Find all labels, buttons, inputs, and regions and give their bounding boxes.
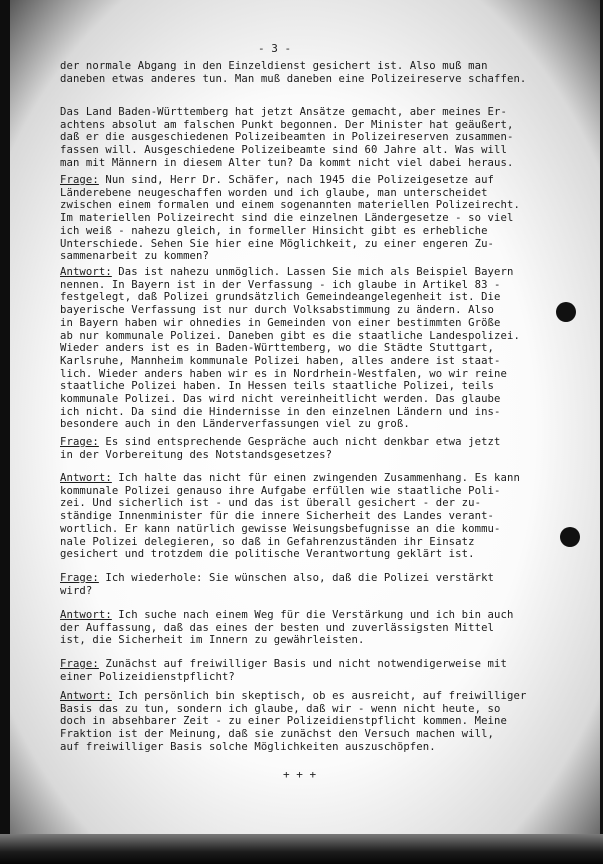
text-line — [60, 119, 513, 132]
text-line — [60, 238, 494, 251]
text-line — [60, 355, 501, 368]
text-line — [60, 536, 475, 549]
line-text: Es sind entsprechende Gespräche auch nicht denkbar etwa jetzt — [98, 436, 501, 448]
text-line — [60, 510, 494, 523]
text-line — [60, 380, 494, 393]
line-text: Ich wiederhole: Sie wünschen also, daß die Polizei verstärkt — [98, 572, 495, 584]
line-text: daß er die ausgeschiedenen Polizeibeamten in Polizeireserven zusammen- — [60, 131, 514, 144]
text-line — [60, 449, 332, 462]
text-line — [60, 703, 501, 716]
line-text: ich nicht. Da sind die Hindernisse in den einzelnen Ländern und ins- — [60, 405, 501, 418]
text-line — [60, 485, 501, 498]
text-line — [60, 212, 513, 225]
text-line — [60, 622, 494, 635]
speaker-label: Frage: — [60, 174, 99, 186]
text-line — [60, 250, 209, 263]
line-text: zwischen einem formalen und einem sogenannten materiellen Polizeirecht. — [60, 199, 520, 212]
speaker-line — [60, 572, 494, 585]
line-text: Das ist nahezu unmöglich. Lassen Sie mich als Beispiel Bayern — [111, 266, 514, 278]
text-line — [60, 406, 501, 419]
text-line — [60, 393, 501, 406]
text-line — [60, 497, 481, 510]
line-text: man mit Männern in diesem Alter tun? Da kommt nicht viel dabei heraus. — [60, 156, 514, 169]
line-text: Ich persönlich bin skeptisch, ob es ausreicht, auf freiwilliger — [111, 690, 527, 702]
line-text: in Bayern haben wir ohnedies in Gemeinden von einer bestimmten Größe — [60, 316, 501, 329]
scan-edge-bottom — [0, 834, 603, 864]
line-text: achtens absolut am falschen Punkt begonnen. Der Minister hat geäußert, — [60, 118, 514, 131]
text-line — [60, 548, 475, 561]
line-text: zei. Und sicherlich ist - und das ist überall gesichert - der zu- — [60, 497, 482, 510]
line-text: Karlsruhe, Mannheim kommunale Polizei haben, alles andere ist staat- — [60, 354, 501, 367]
line-text: nennen. In Bayern ist in der Verfassung - ich glaube in Artikel 83 - — [60, 278, 501, 291]
line-text: Unterschiede. Sehen Sie hier eine Möglichkeit, zu einer engeren Zu- — [60, 237, 495, 250]
line-text: Nun sind, Herr Dr. Schäfer, nach 1945 die Polizeigesetze auf — [98, 174, 495, 186]
line-text: ständige Innenminister für die innere Sicherheit des Landes verant- — [60, 510, 495, 523]
text-line — [60, 199, 520, 212]
line-text: fassen will. Ausgeschiedene Polizeibeamte sind 60 Jahre alt. Was will — [60, 144, 507, 157]
speaker-line — [60, 690, 526, 703]
line-text: staatliche Polizei haben. In Hessen teils staatliche Polizei, teils — [60, 380, 495, 393]
line-text: bayerische Verfassung ist nur durch Volksabstimmung zu ändern. Also — [60, 304, 495, 317]
text-line — [60, 317, 501, 330]
line-text: sammenarbeit zu kommen? — [60, 250, 209, 263]
line-text: nale Polizei delegieren, so daß in Gefahrenzuständen ihr Einsatz — [60, 535, 475, 548]
line-text: der Auffassung, daß das eines der besten und zuverlässigsten Mittel — [60, 621, 495, 634]
line-text: doch in absehbarer Zeit - zu einer Polizeidienstpflicht kommen. Meine — [60, 715, 507, 728]
text-line — [60, 715, 507, 728]
line-text: der normale Abgang in den Einzeldienst gesichert ist. Also muß man — [60, 60, 488, 72]
text-line — [60, 144, 507, 157]
text-line — [60, 187, 488, 200]
speaker-label: Antwort: — [60, 690, 112, 702]
line-text: kommunale Polizei. Das wird nicht vereinheitlicht werden. Das glaube — [60, 393, 501, 405]
speaker-label: Antwort: — [60, 609, 112, 621]
line-text: wortlich. Er kann natürlich gewisse Weisungsbefugnisse an die kommu- — [60, 522, 501, 535]
line-text: Ich suche nach einem Weg für die Verstärkung und ich bin auch — [111, 609, 514, 621]
line-text: Wieder anders ist es in Baden-Württemberg, wo die Städte Stuttgart, — [60, 342, 495, 355]
text-line — [60, 368, 507, 381]
line-text: ist, die Sicherheit im Innern zu gewährleisten. — [60, 634, 365, 647]
text-line — [60, 225, 488, 238]
scan-edge-left — [0, 0, 10, 864]
end-mark: + + + — [283, 768, 317, 781]
line-text: kommunale Polizei genauso ihre Aufgabe erfüllen wie staatliche Poli- — [60, 484, 501, 497]
line-text: Zunächst auf freiwilliger Basis und nicht notwendigerweise mit — [98, 658, 507, 670]
text-line — [60, 304, 494, 317]
text-line — [60, 585, 92, 598]
line-text: besondere auch in den Länderverfassungen viel zu groß. — [60, 418, 410, 431]
line-text: auf freiwilliger Basis solche Möglichkeiten auszuschöpfen. — [60, 740, 436, 753]
line-text: in der Vorbereitung des Notstandsgesetzes? — [60, 448, 333, 461]
speaker-label: Antwort: — [60, 266, 112, 278]
text-line — [60, 523, 501, 536]
line-text: Ich halte das nicht für einen zwingenden Zusammenhang. Es kann — [111, 472, 520, 484]
punch-hole — [560, 527, 580, 547]
text-line — [60, 741, 436, 754]
line-text: Fraktion ist der Meinung, daß sie zunächst den Versuch machen will, — [60, 728, 495, 741]
line-text: ich weiß - nahezu gleich, in formeller Hinsicht gibt es erhebliche — [60, 224, 488, 237]
line-text: ab nur kommunale Polizei. Daneben gibt es die staatliche Landespolizei. — [60, 329, 520, 342]
line-text: Basis das zu tun, sondern ich glaube, daß wir - wenn nicht heute, so — [60, 702, 501, 715]
speaker-label: Frage: — [60, 658, 99, 670]
speaker-label: Frage: — [60, 572, 99, 584]
speaker-line — [60, 266, 513, 279]
text-line — [60, 342, 494, 355]
speaker-line — [60, 436, 501, 449]
punch-hole — [556, 302, 576, 322]
line-text: lich. Wieder anders haben wir es in Nordrhein-Westfalen, wo wir reine — [60, 367, 507, 380]
line-text: festgelegt, daß Polizei grundsätzlich Gemeindeangelegenheit ist. Die — [60, 291, 501, 304]
speaker-line — [60, 174, 494, 187]
line-text: einer Polizeidienstpflicht? — [60, 670, 235, 683]
speaker-line — [60, 658, 507, 671]
line-text: daneben etwas anderes tun. Man muß daneben eine Polizeireserve schaffen. — [60, 72, 527, 85]
speaker-line — [60, 472, 520, 485]
speaker-line — [60, 609, 513, 622]
line-text: Länderebene neugeschaffen worden und ich glaube, man unterscheidet — [60, 186, 488, 199]
speaker-label: Antwort: — [60, 472, 112, 484]
text-line — [60, 131, 513, 144]
line-text: wird? — [60, 584, 93, 597]
text-line — [60, 634, 364, 647]
text-line — [60, 728, 494, 741]
text-line — [60, 291, 501, 304]
line-text: Im materiellen Polizeirecht sind die einzelnen Ländergesetze - so viel — [60, 212, 514, 225]
text-line — [60, 60, 488, 73]
text-line — [60, 106, 507, 119]
text-line — [60, 279, 501, 292]
page-number: - 3 - — [258, 42, 292, 55]
speaker-label: Frage: — [60, 436, 99, 448]
text-line — [60, 330, 520, 343]
text-line — [60, 418, 410, 431]
text-line — [60, 671, 235, 684]
text-line — [60, 157, 513, 170]
line-text: gesichert und trotzdem die politische Verantwortung geklärt ist. — [60, 548, 475, 561]
text-line — [60, 73, 526, 86]
line-text: Das Land Baden-Württemberg hat jetzt Ansätze gemacht, aber meines Er- — [60, 106, 507, 118]
